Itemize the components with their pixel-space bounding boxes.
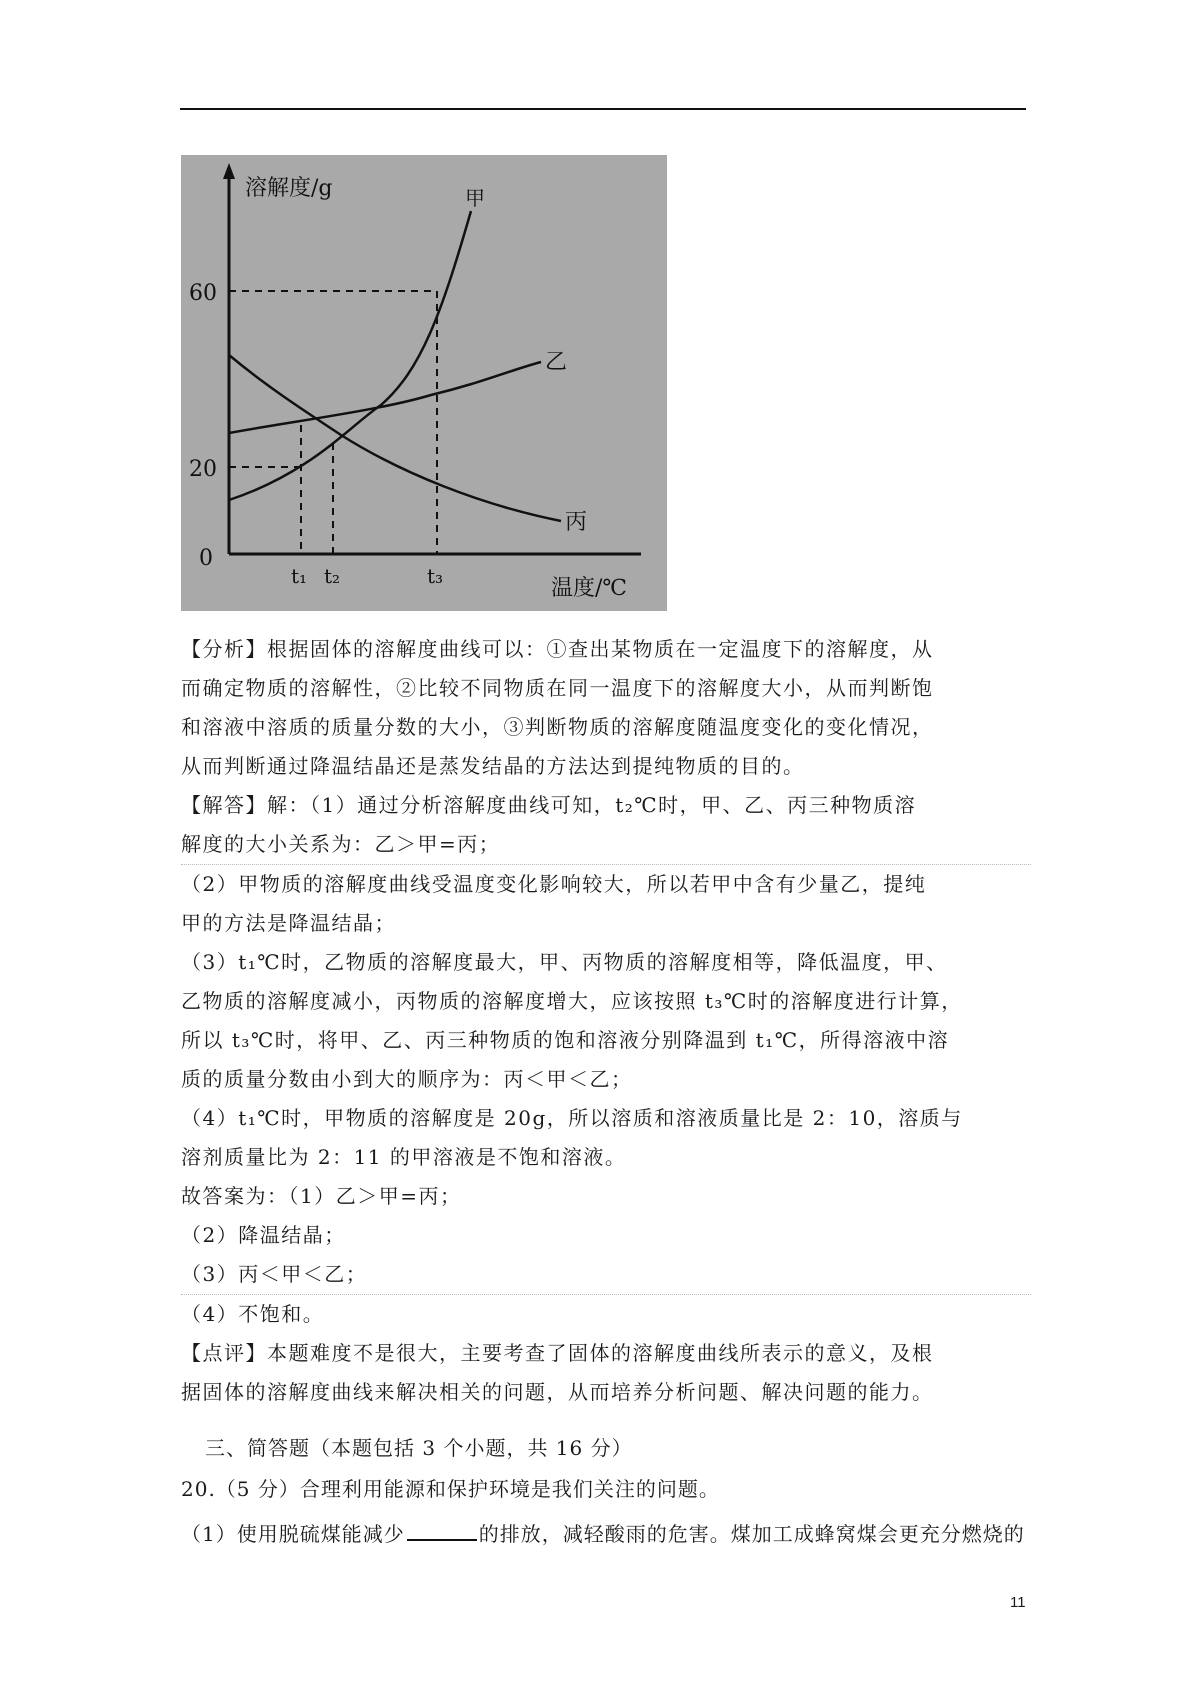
x-axis-label: 温度/℃: [551, 576, 628, 601]
answer-line: （2）降温结晶；: [181, 1223, 346, 1247]
x-tick-t3: t₃: [427, 564, 444, 588]
analysis-line: 从而判断通过降温结晶还是蒸发结晶的方法达到提纯物质的目的。: [181, 754, 805, 778]
x-tick-t2: t₂: [324, 564, 341, 588]
curve-bing: [229, 355, 561, 521]
page-number: 11: [1010, 1594, 1026, 1611]
answer-line: 解度的大小关系为：乙＞甲=丙；: [181, 825, 1031, 865]
answer-line: 所以 t₃℃时，将甲、乙、丙三种物质的饱和溶液分别降温到 t₁℃，所得溶液中溶: [181, 1028, 950, 1052]
answer-line: 溶剂质量比为 2：11 的甲溶液是不饱和溶液。: [181, 1145, 627, 1169]
answer-line: 故答案为：（1）乙＞甲=丙；: [181, 1184, 462, 1208]
analysis-line: 和溶液中溶质的质量分数的大小，③判断物质的溶解度随温度变化的变化情况，: [181, 715, 934, 739]
curve-jia-label: 甲: [465, 186, 485, 210]
analysis-line: 而确定物质的溶解性，②比较不同物质在同一温度下的溶解度大小，从而判断饱: [181, 676, 934, 700]
question-20: 20.（5 分）合理利用能源和保护环境是我们关注的问题。: [181, 1477, 720, 1501]
comment-line: 据固体的溶解度曲线来解决相关的问题，从而培养分析问题、解决问题的能力。: [181, 1380, 934, 1404]
answer-line: （3）丙＜甲＜乙；: [181, 1255, 1031, 1295]
origin-label: 0: [199, 546, 213, 571]
q20-1-text-after: 的排放，减轻酸雨的危害。煤加工成蜂窝煤会更充分燃烧的: [478, 1522, 1025, 1546]
solubility-curve-svg: [181, 155, 667, 611]
analysis-line: 【分析】根据固体的溶解度曲线可以：①查出某物质在一定温度下的溶解度，从: [181, 637, 934, 661]
answer-line: 【解答】解：（1）通过分析溶解度曲线可知，t₂℃时，甲、乙、丙三种物质溶: [181, 793, 917, 817]
q20-1-text-before: （1）使用脱硫煤能减少: [181, 1522, 405, 1546]
header-rule: [180, 108, 1026, 110]
section-heading: 三、简答题（本题包括 3 个小题，共 16 分）: [205, 1436, 633, 1460]
curve-jia: [229, 211, 471, 500]
answer-line: （4）不饱和。: [181, 1302, 325, 1326]
y-axis-label: 溶解度/g: [245, 176, 333, 201]
answer-line: （2）甲物质的溶解度曲线受温度变化影响较大，所以若甲中含有少量乙，提纯: [181, 872, 927, 896]
solubility-curve-figure: [181, 155, 667, 611]
y-axis-arrow: [223, 163, 235, 179]
solution-body: [181, 630, 1031, 1412]
x-tick-t1: t₁: [291, 564, 308, 588]
answer-line: 甲的方法是降温结晶；: [181, 911, 396, 935]
y-tick-20: 20: [189, 457, 217, 482]
question-20-part-1: [181, 1518, 1025, 1547]
answer-line: （4）t₁℃时，甲物质的溶解度是 20g，所以溶质和溶液质量比是 2：10，溶质与: [181, 1106, 963, 1130]
curve-yi: [229, 362, 541, 433]
answer-line: 质的质量分数由小到大的顺序为：丙＜甲＜乙；: [181, 1067, 633, 1091]
comment-line: 【点评】本题难度不是很大，主要考查了固体的溶解度曲线所表示的意义，及根: [181, 1341, 934, 1365]
answer-line: 乙物质的溶解度减小，丙物质的溶解度增大，应该按照 t₃℃时的溶解度进行计算，: [181, 989, 963, 1013]
answer-blank: [407, 1521, 477, 1541]
y-tick-60: 60: [189, 281, 217, 306]
answer-line: （3）t₁℃时，乙物质的溶解度最大，甲、丙物质的溶解度相等，降低温度，甲、: [181, 950, 948, 974]
curve-bing-label: 丙: [565, 510, 588, 535]
curve-yi-label: 乙: [545, 350, 568, 375]
